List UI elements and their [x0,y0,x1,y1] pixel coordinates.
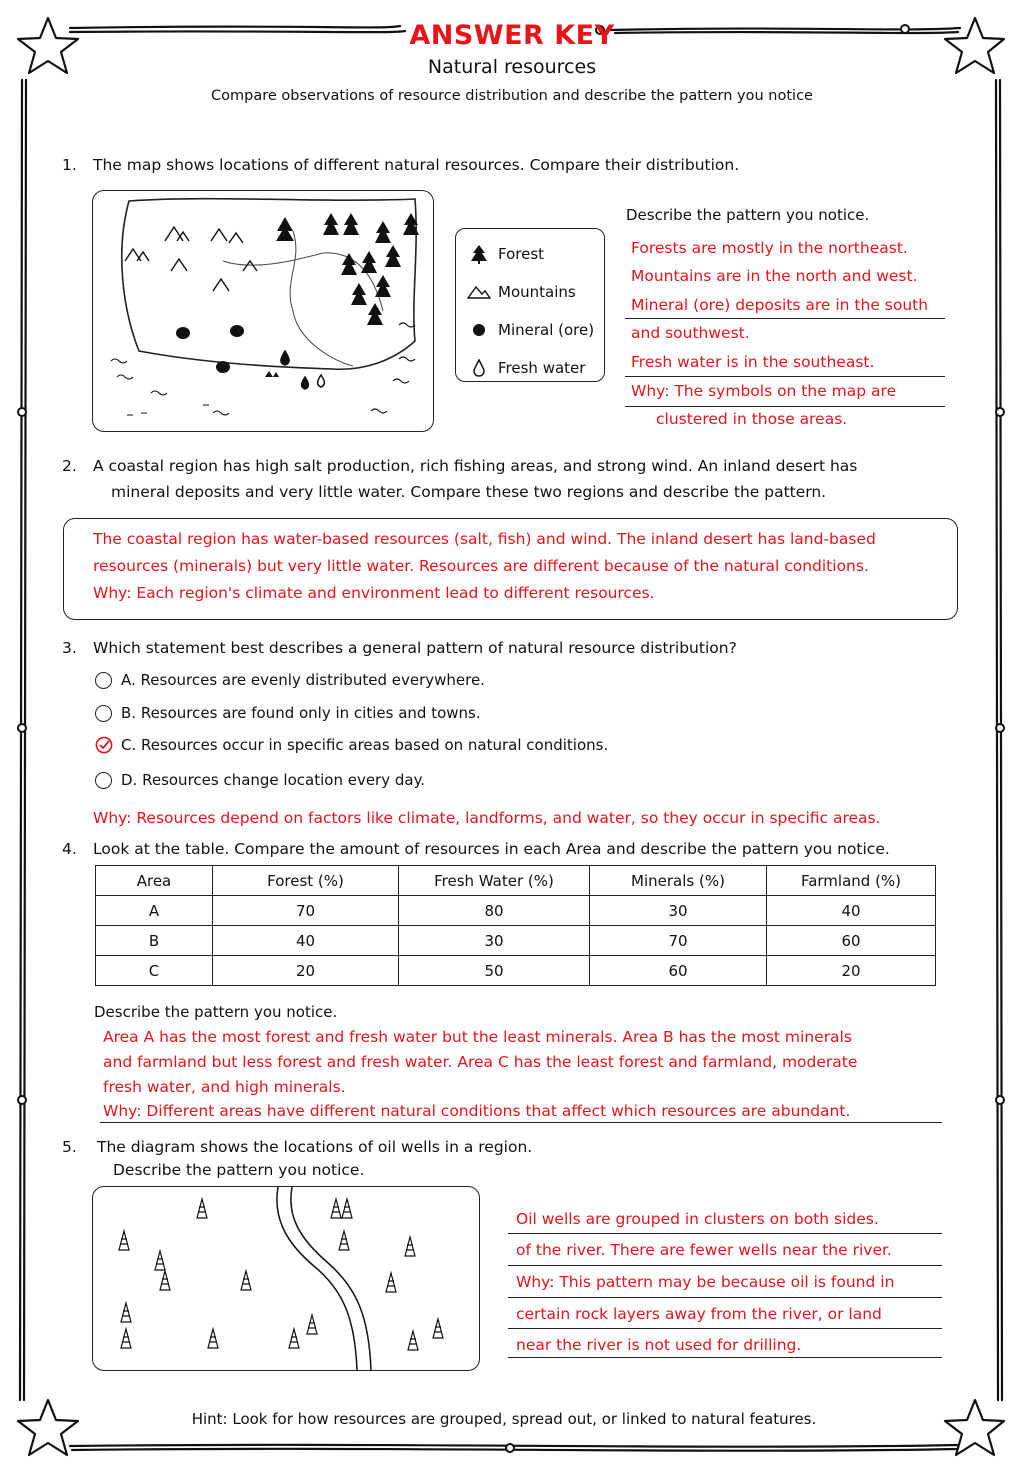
legend-fresh-water-label: Fresh water [498,359,586,377]
q5-rule [508,1357,942,1358]
radio-unchecked[interactable] [95,772,112,789]
ore-icon [466,323,492,337]
q4-answer-3: fresh water, and high minerals. [103,1078,346,1096]
q3-why: Why: Resources depend on factors like climate, landforms, and water, so they occur in specific areas. [93,809,881,827]
water-drop-icon [466,359,492,377]
q2-answer-3: Why: Each region's climate and environment lead to different resources. [93,584,655,602]
table-cell: A [96,896,213,926]
tree-icons [276,213,419,325]
q1-answer-1: Forests are mostly in the northeast. [631,239,908,257]
q5-answer-4: certain rock layers away from the river, or land [516,1305,882,1323]
legend-forest-label: Forest [498,245,545,263]
resource-map-drawing [93,191,433,431]
table-cell: 30 [590,896,767,926]
q1-rule [625,318,945,319]
q5-number: 5. [62,1138,77,1156]
column-header: Forest (%) [213,866,399,896]
q4-answer-1: Area A has the most forest and fresh water but the least minerals. Area B has the most minerals [103,1028,852,1046]
check-circle-icon[interactable] [95,736,113,754]
q5-answer-1: Oil wells are grouped in clusters on both sides. [516,1210,879,1228]
mountain-icons [125,227,257,291]
legend-mountains [466,273,604,311]
column-header: Area [96,866,213,896]
table-cell: 60 [767,926,936,956]
sea-waves [111,323,415,415]
q1-answer-5: Fresh water is in the southeast. [631,353,875,371]
radio-unchecked[interactable] [95,672,112,689]
tree-icon [466,244,492,264]
table-row [96,926,936,956]
q2-answer-1: The coastal region has water-based resources (salt, fish) and wind. The inland desert has land-based [93,530,876,548]
table-cell: 60 [590,956,767,986]
oil-well-diagram [92,1186,480,1371]
q4-answer-4: Why: Different areas have different natural conditions that affect which resources are abundant. [103,1102,851,1120]
q1-answer-3: Mineral (ore) deposits are in the south [631,296,929,314]
legend-mineral [466,311,604,349]
q5-rule [508,1265,942,1266]
table-row [96,956,936,986]
q1-prompt: Describe the pattern you notice. [626,206,870,224]
resource-map [92,190,434,432]
table-row [96,896,936,926]
table-cell: 40 [213,926,399,956]
page-title: Natural resources [427,56,597,78]
q1-answer-2: Mountains are in the north and west. [631,267,918,285]
q3-option-b-label: B. Resources are found only in cities and towns. [121,704,481,722]
q5-answer-3: Why: This pattern may be because oil is found in [516,1273,895,1291]
table-cell: 50 [399,956,590,986]
q2-text-line1: A coastal region has high salt production, rich fishing areas, and strong wind. An inland desert has [93,457,858,475]
column-header: Fresh Water (%) [399,866,590,896]
q1-answer-4: and southwest. [631,324,750,342]
water-drop-icons [281,351,325,389]
q1-rule [625,376,945,377]
ore-icons [176,325,279,377]
mountain-icon [466,285,492,299]
q4-number: 4. [62,840,77,858]
resource-table [95,865,936,986]
q1-answer-7: clustered in those areas. [656,410,848,428]
q5-answer-5: near the river is not used for drilling. [516,1336,802,1354]
q5-rule [508,1297,942,1298]
table-cell: 70 [213,896,399,926]
q2-number: 2. [62,457,77,475]
table-cell: 80 [399,896,590,926]
q5-answer-2: of the river. There are fewer wells near the river. [516,1241,892,1259]
q3-option-c[interactable] [95,736,608,754]
q2-text-line2: mineral deposits and very little water. Compare these two regions and describe the pattern. [111,483,827,501]
q2-answer-2: resources (minerals) but very little water. Resources are different because of the natural conditions. [93,557,869,575]
legend-forest [466,235,604,273]
table-header-row [96,866,936,896]
q3-option-a-label: A. Resources are evenly distributed everywhere. [121,671,485,689]
q3-option-c-label: C. Resources occur in specific areas based on natural conditions. [121,736,609,754]
q3-number: 3. [62,639,77,657]
q3-text: Which statement best describes a general pattern of natural resource distribution? [93,639,737,657]
q3-option-b[interactable] [95,704,481,722]
table-cell: 20 [213,956,399,986]
q1-answer-6: Why: The symbols on the map are [631,382,897,400]
oil-well-drawing [93,1187,479,1370]
q4-text: Look at the table. Compare the amount of resources in each Area and describe the pattern you notice. [93,840,890,858]
table-cell: 40 [767,896,936,926]
table-cell: 30 [399,926,590,956]
q5-rule [508,1233,942,1234]
table-cell: C [96,956,213,986]
map-legend [455,228,605,382]
legend-fresh-water [466,349,604,387]
hint-text: Hint: Look for how resources are grouped, spread out, or linked to natural features. [191,1410,817,1428]
q5-prompt: Describe the pattern you notice. [113,1161,365,1179]
table-cell: 20 [767,956,936,986]
q3-option-d-label: D. Resources change location every day. [121,771,426,789]
q5-rule [508,1328,942,1329]
q5-text: The diagram shows the locations of oil wells in a region. [97,1138,533,1156]
column-header: Farmland (%) [767,866,936,896]
legend-mineral-label: Mineral (ore) [498,321,595,339]
q1-text: The map shows locations of different natural resources. Compare their distribution. [93,156,740,174]
legend-mountains-label: Mountains [498,283,576,301]
q1-rule [625,406,945,407]
page-subtitle: Compare observations of resource distribution and describe the pattern you notice [211,88,813,104]
table-cell: 70 [590,926,767,956]
table-cell: B [96,926,213,956]
q4-rule [100,1122,942,1123]
q3-option-a[interactable] [95,671,485,689]
q4-prompt: Describe the pattern you notice. [94,1003,338,1021]
answer-key-label: ANSWER KEY [409,20,615,51]
q1-number: 1. [62,156,77,174]
radio-unchecked[interactable] [95,705,112,722]
q2-answer-box [63,518,958,620]
q3-option-d[interactable] [95,771,425,789]
column-header: Minerals (%) [590,866,767,896]
q4-answer-2: and farmland but less forest and fresh water. Area C has the least forest and farmland, moderate [103,1053,858,1071]
